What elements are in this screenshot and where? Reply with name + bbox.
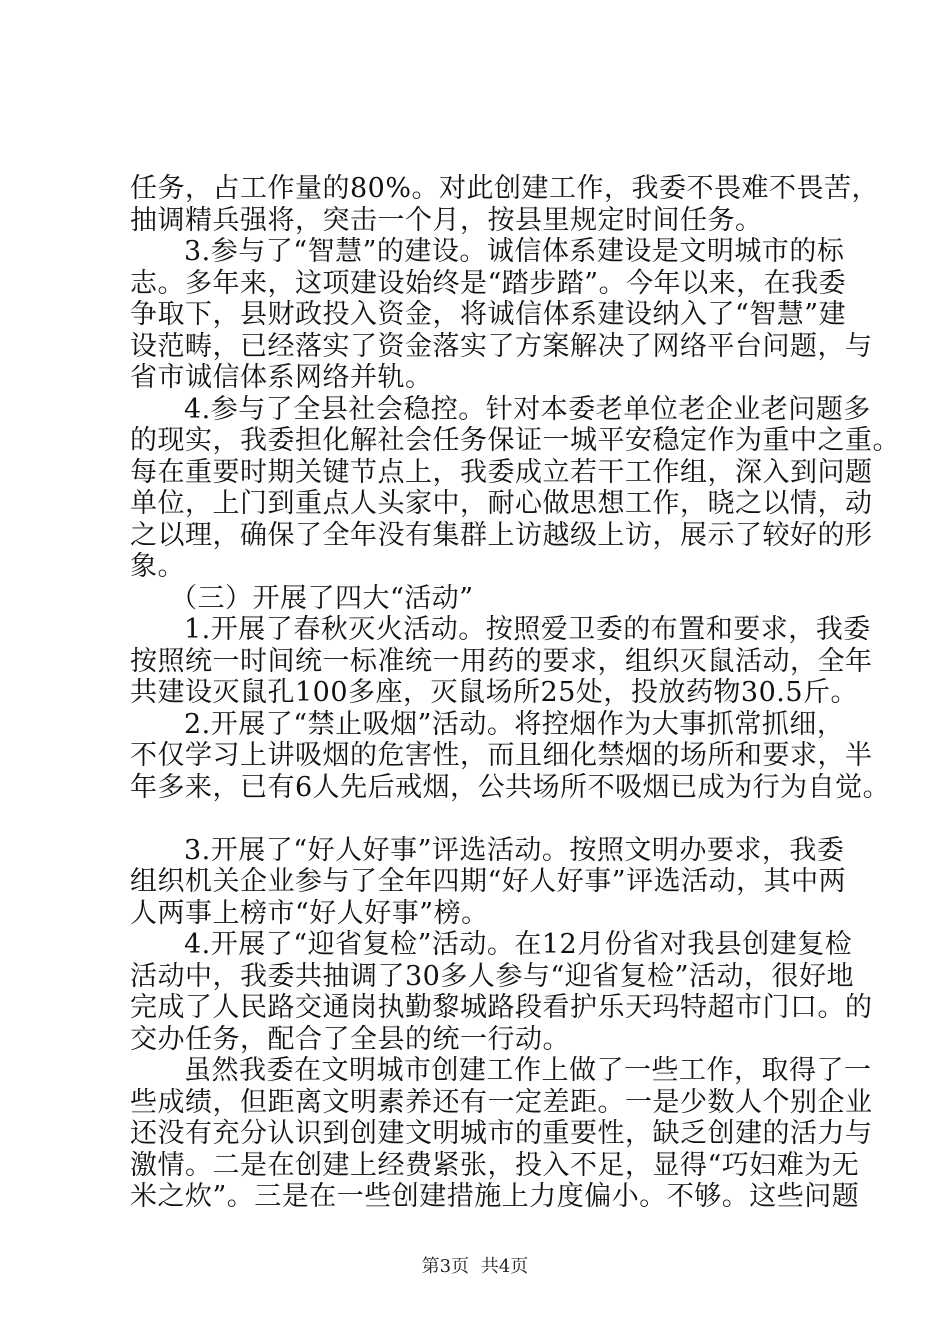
text-line: 争取下，县财政投入资金，将诚信体系建设纳入了“智慧”建 — [130, 299, 847, 330]
page-footer — [0, 1252, 950, 1278]
text-line: 之以理，确保了全年没有集群上访越级上访，展示了较好的形 — [130, 519, 873, 551]
text-line: 不仅学习上讲吸烟的危害性，而且细化禁烟的场所和要求，半 — [130, 740, 873, 771]
page-number: 第3页 — [421, 1256, 470, 1277]
paragraph-7 — [130, 929, 873, 1055]
paragraph-8 — [130, 1055, 873, 1213]
page-total: 共4页 — [480, 1256, 529, 1277]
text-line: 2.开展了“禁止吸烟”活动。将控烟作为大事抓常抓细， — [184, 708, 845, 740]
text-line: 设范畴，已经落实了资金落实了方案解决了网络平台问题，与 — [130, 330, 873, 362]
text-line: 些成绩，但距离文明素养还有一定差距。一是少数人个别企业 — [130, 1086, 873, 1118]
paragraph-4 — [130, 614, 873, 709]
text-line: 志。多年来，这项建设始终是“踏步踏”。今年以来，在我委 — [130, 267, 847, 299]
text-line: 虽然我委在文明城市创建工作上做了一些工作，取得了一 — [184, 1055, 872, 1086]
text-line: 激情。二是在创建上经费紧张，投入不足，显得“巧妇难为无 — [130, 1149, 860, 1181]
text-line: 人两事上榜市“好人好事”榜。 — [130, 897, 489, 929]
text-line: 单位，上门到重点人头家中，耐心做思想工作，晓之以情，动 — [130, 488, 873, 519]
document-body — [130, 173, 900, 1213]
text-line: 每在重要时期关键节点上，我委成立若干工作组，深入到问题 — [130, 456, 873, 488]
text-line: 任务，占工作量的80%。对此创建工作，我委不畏难不畏苦， — [130, 173, 880, 204]
heading-line: （三）开展了四大“活动” — [170, 582, 474, 614]
text-line: 按照统一时间统一标准统一用药的要求，组织灭鼠活动，全年 — [130, 645, 873, 677]
blank-line — [130, 803, 830, 835]
text-line: 米之炊”。三是在一些创建措施上力度偏小。不够。这些问题 — [130, 1181, 860, 1212]
text-line: 完成了人民路交通岗执勤黎城路段看护乐天玛特超市门口。的 — [130, 992, 873, 1023]
text-line: 的现实，我委担化解社会任务保证一城平安稳定作为重中之重。 — [130, 425, 900, 456]
paragraph-2 — [130, 236, 873, 394]
section-heading — [130, 583, 830, 615]
text-line: 活动中，我委共抽调了30多人参与“迎省复检”活动，很好地 — [130, 960, 854, 992]
text-line: 省市诚信体系网络并轨。 — [130, 362, 433, 393]
text-line: 3.参与了“智慧”的建设。诚信体系建设是文明城市的标 — [184, 236, 845, 267]
paragraph-3 — [130, 393, 900, 583]
text-line: 年多来，已有6人先后戒烟，公共场所不吸烟已成为行为自觉。 — [130, 771, 891, 803]
text-line: 还没有充分认识到创建文明城市的重要性，缺乏创建的活力与 — [130, 1118, 873, 1149]
paragraph-6 — [130, 834, 847, 930]
text-line: 交办任务，配合了全县的统一行动。 — [130, 1023, 570, 1055]
text-line: 组织机关企业参与了全年四期“好人好事”评选活动，其中两 — [130, 866, 847, 897]
paragraph-1 — [130, 173, 880, 236]
text-line: 1.开展了春秋灭火活动。按照爱卫委的布置和要求，我委 — [184, 614, 871, 645]
text-line: 抽调精兵强将，突击一个月，按县里规定时间任务。 — [130, 204, 763, 236]
text-line: 象。 — [130, 551, 185, 582]
text-line: 4.开展了“迎省复检”活动。在12月份省对我县创建复检 — [184, 929, 853, 960]
text-line: 共建设灭鼠孔100多座，灭鼠场所25处，投放药物30.5斤。 — [130, 677, 859, 708]
text-line: 4.参与了全县社会稳控。针对本委老单位老企业老问题多 — [184, 393, 871, 425]
paragraph-5 — [130, 708, 891, 804]
text-line: 3.开展了“好人好事”评选活动。按照文明办要求，我委 — [184, 834, 845, 866]
